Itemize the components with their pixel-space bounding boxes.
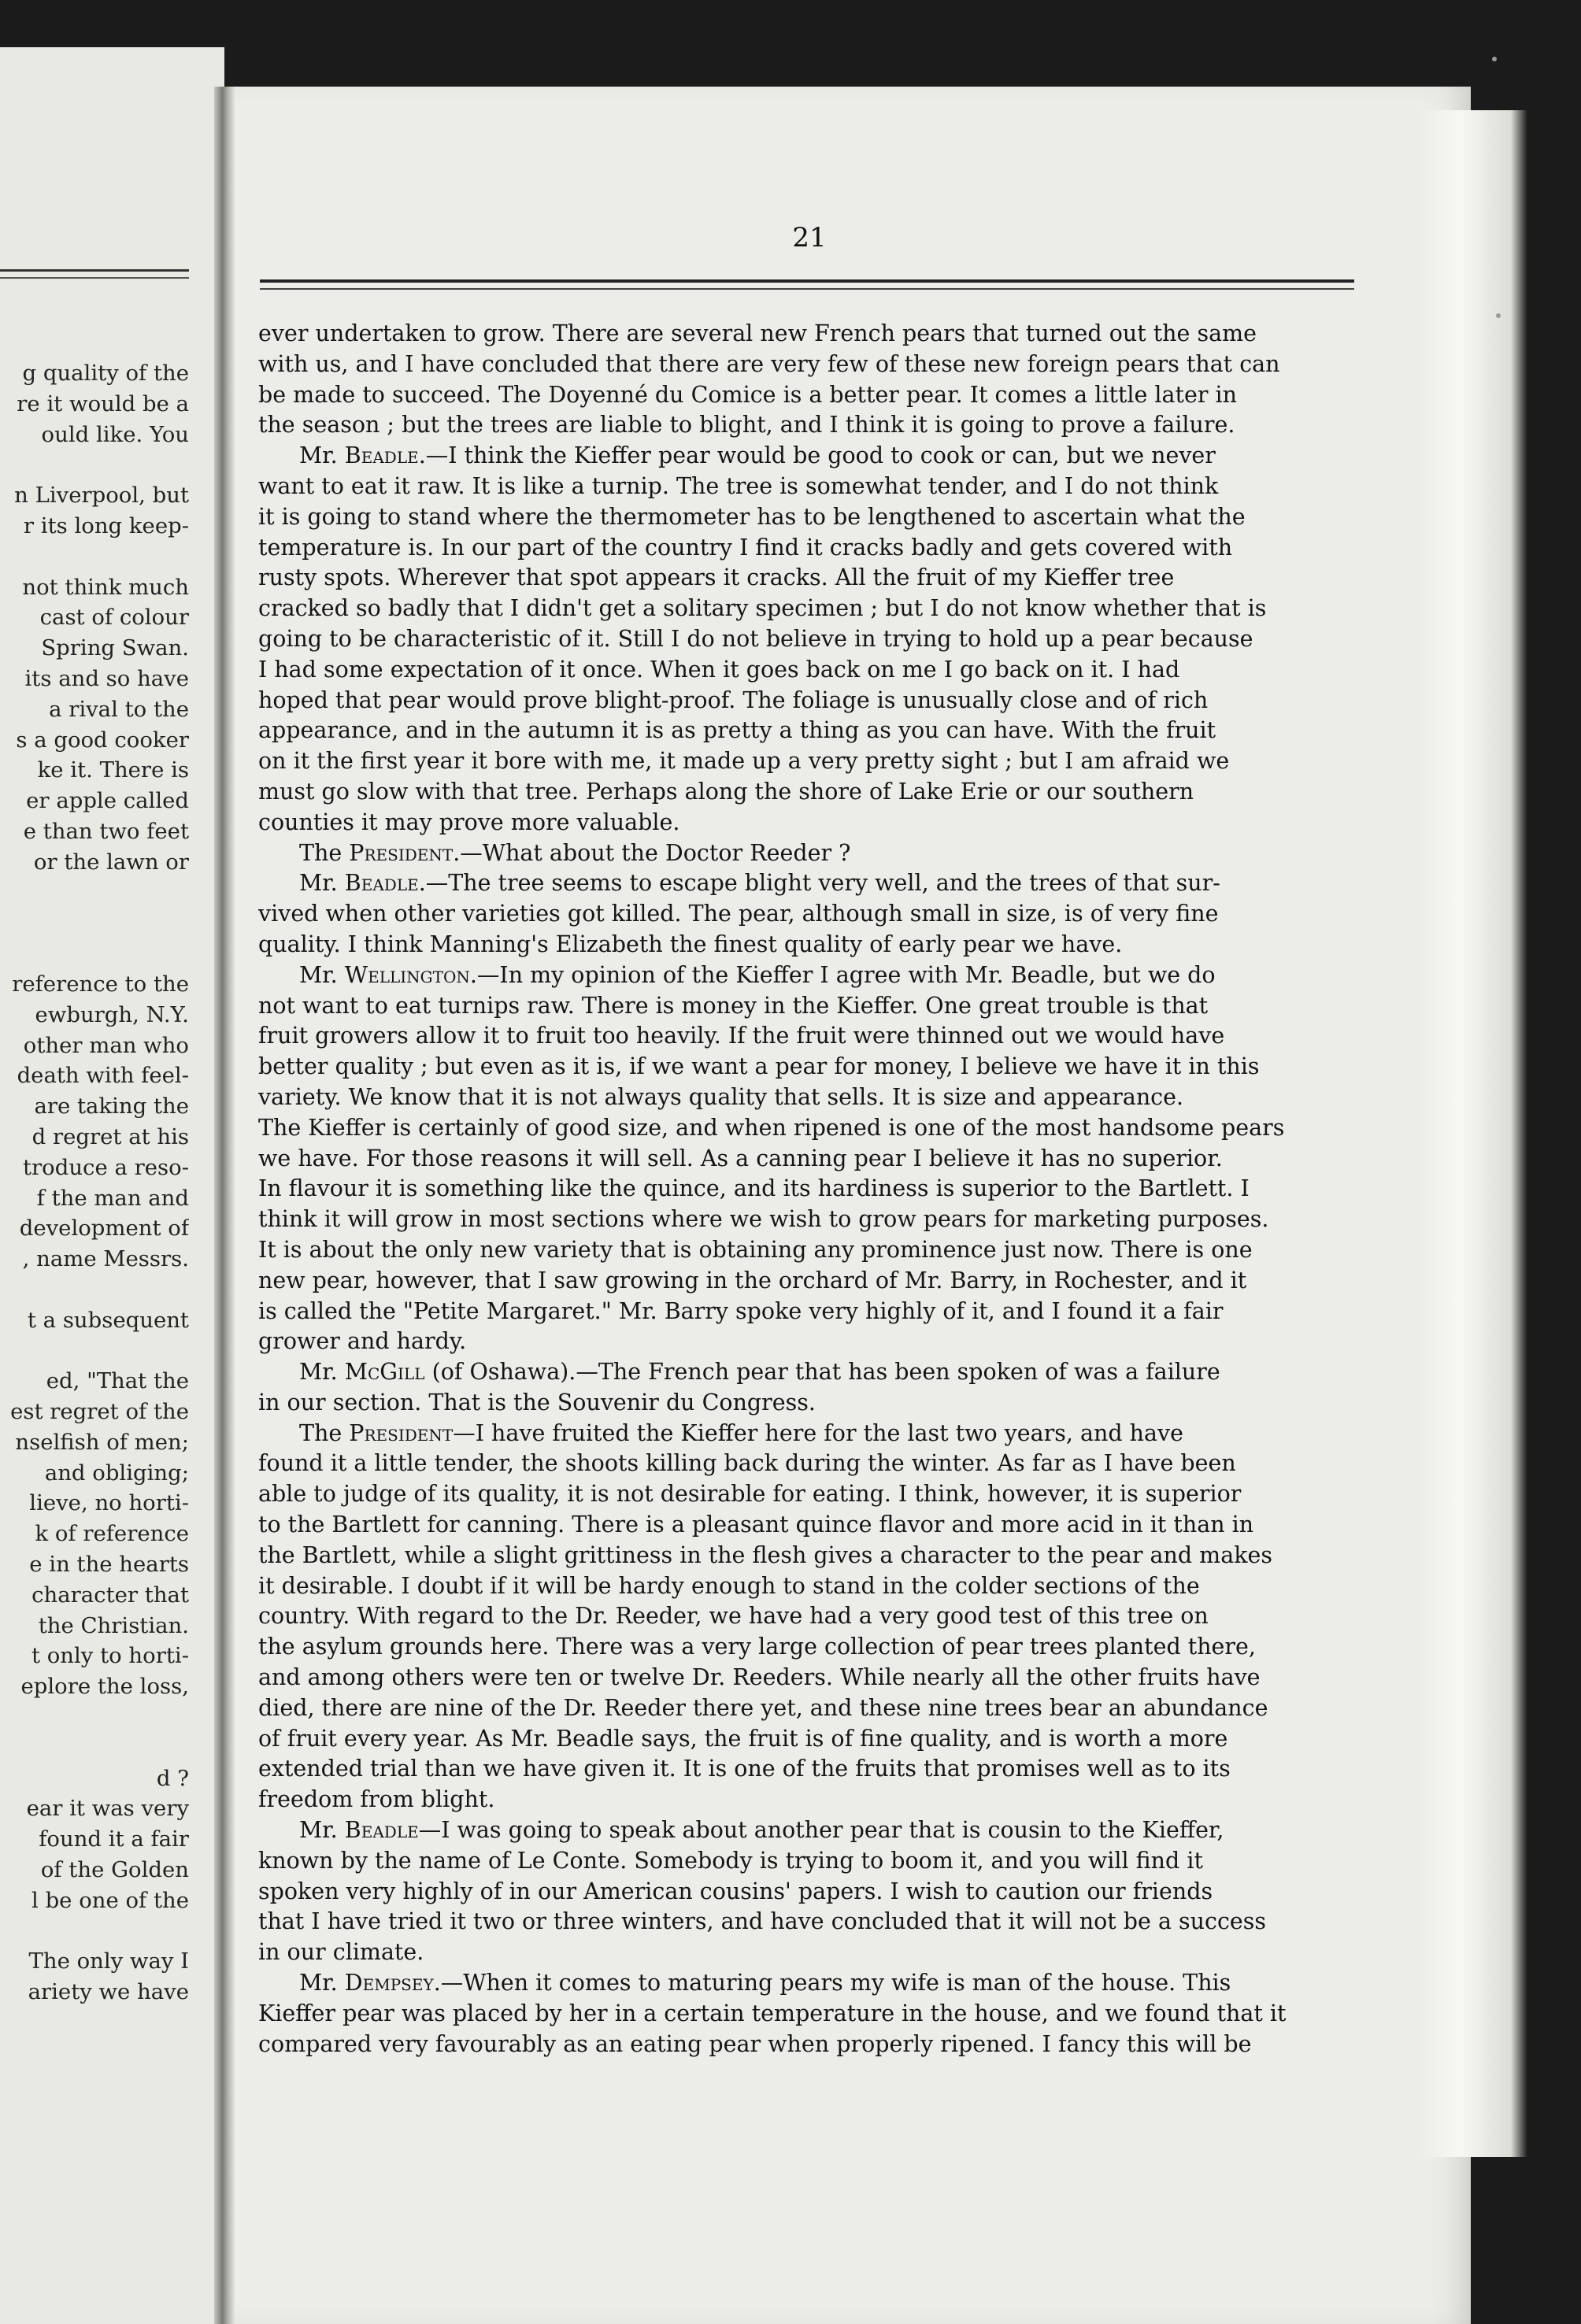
left-text-line: found it a fair <box>39 1826 189 1852</box>
text-line: found it a little tender, the shoots killing back during the winter. As far as I have been <box>258 1450 1236 1477</box>
text-line: hoped that pear would prove blight-proof. The foliage is unusually close and of rich <box>258 686 1209 713</box>
text-line: in our section. That is the Souvenir du Congress. <box>258 1389 816 1415</box>
line-gap <box>0 1336 189 1367</box>
left-text-line: g quality of the <box>22 361 189 386</box>
text-line: with us, and I have concluded that there are very few of these new foreign pears that can <box>258 350 1280 377</box>
scan-speck <box>1492 57 1497 61</box>
text-line: the Bartlett, while a slight grittiness in the flesh gives a character to the pear and makes <box>258 1541 1272 1568</box>
text-line: compared very favourably as an eating pear when properly ripened. I fancy this will be <box>258 2030 1252 2057</box>
text-line: want to eat it raw. It is like a turnip. The tree is somewhat tender, and I do not think <box>258 472 1219 499</box>
text-line: It is about the only new variety that is obtaining any prominence just now. There is one <box>258 1236 1253 1263</box>
left-text-line: death with feel- <box>17 1063 189 1089</box>
text-line: extended trial than we have given it. It is one of the fruits that promises well as to its <box>258 1756 1231 1782</box>
left-text-line: The only way I <box>28 1948 189 1974</box>
text-line: The President.—What about the Doctor Reeder ? <box>299 839 851 866</box>
left-text-line: its and so have <box>24 665 189 691</box>
text-line: better quality ; but even as it is, if we want a pear for money, I believe we have it in this <box>258 1053 1260 1080</box>
line-gap <box>0 878 189 909</box>
left-text-line: a rival to the <box>49 696 189 722</box>
left-text-line: ear it was very <box>26 1796 189 1822</box>
text-line: that I have tried it two or three winters, and have concluded that it will not be a success <box>258 1908 1267 1935</box>
book-gutter <box>214 87 235 2324</box>
left-text-line: t only to horti- <box>31 1643 189 1669</box>
text-line: died, there are nine of the Dr. Reeder there yet, and these nine trees bear an abundance <box>258 1694 1268 1721</box>
text-line: it is going to stand where the thermometer has to be lengthened to ascertain what the <box>258 503 1246 530</box>
text-line: variety. We know that it is not always quality that sells. It is size and appearance. <box>258 1083 1184 1110</box>
left-text-line: or the lawn or <box>33 849 189 875</box>
text-line: cracked so badly that I didn't get a solitary specimen ; but I do not know whether that is <box>258 595 1267 622</box>
left-text-line: the Christian. <box>38 1612 189 1638</box>
line-gap <box>0 908 189 938</box>
text-line: counties it may prove more valuable. <box>258 809 680 835</box>
left-text-line: r its long keep- <box>23 513 189 538</box>
line-gap <box>0 1733 189 1763</box>
text-line: In flavour it is something like the quince, and its hardiness is superior to the Bartlett. I <box>258 1175 1250 1202</box>
text-line: country. With regard to the Dr. Reeder, we have had a very good test of this tree on <box>258 1603 1209 1630</box>
left-text-line: ariety we have <box>28 1979 189 2005</box>
text-line: to the Bartlett for canning. There is a pleasant quince flavor and more acid in it than in <box>258 1512 1254 1538</box>
text-line: fruit growers allow it to fruit too heavily. If the fruit were thinned out we would have <box>258 1023 1225 1049</box>
left-text-line: d ? <box>156 1765 189 1791</box>
left-text-line: t a subsequent <box>27 1307 189 1333</box>
text-line: The Kieffer is certainly of good size, and when ripened is one of the most handsome pears <box>258 1114 1285 1141</box>
text-line: Kieffer pear was placed by her in a certain temperature in the house, and we found that it <box>258 2000 1287 2026</box>
text-line: vived when other varieties got killed. The pear, although small in size, is of very fine <box>258 901 1219 927</box>
text-line: the asylum grounds here. There was a very large collection of pear trees planted there, <box>258 1634 1256 1660</box>
text-line: rusty spots. Wherever that spot appears it cracks. All the fruit of my Kieffer tree <box>258 564 1175 591</box>
text-line: grower and hardy. <box>258 1328 467 1355</box>
text-line: it desirable. I doubt if it will be hardy enough to stand in the colder sections of the <box>258 1572 1200 1599</box>
left-text-line: nselfish of men; <box>15 1429 189 1455</box>
text-line: of fruit every year. As Mr. Beadle says, the fruit is of fine quality, and is worth a more <box>258 1725 1228 1752</box>
line-gap <box>0 1916 189 1947</box>
left-page <box>0 47 224 2324</box>
line-gap <box>0 1275 189 1305</box>
left-text-line: ke it. There is <box>37 757 189 783</box>
left-header-rule-thin <box>0 277 189 279</box>
text-line: think it will grow in most sections where we wish to grow pears for marketing purposes. <box>258 1206 1269 1233</box>
left-text-line: l be one of the <box>31 1887 189 1913</box>
text-line: known by the name of Le Conte. Somebody is trying to boom it, and you will find it <box>258 1847 1203 1874</box>
text-line: Mr. Beadle.—I think the Kieffer pear would be good to cook or can, but we never <box>299 442 1216 469</box>
left-text-line: , name Messrs. <box>22 1246 189 1272</box>
left-text-line: ed, "That the <box>46 1368 189 1394</box>
scan-speck <box>1496 313 1501 318</box>
text-line: quality. I think Manning's Elizabeth the finest quality of early pear we have. <box>258 931 1123 957</box>
page-curl-edge <box>1417 110 1527 2157</box>
text-line: and among others were ten or twelve Dr. Reeders. While nearly all the other fruits have <box>258 1664 1261 1691</box>
left-text-line: and obliging; <box>44 1460 189 1486</box>
left-text-line: ewburgh, N.Y. <box>35 1001 189 1027</box>
text-line: Mr. Wellington.—In my opinion of the Kieffer I agree with Mr. Beadle, but we do <box>299 961 1216 988</box>
left-text-line: character that <box>31 1582 189 1608</box>
text-line: is called the "Petite Margaret." Mr. Barry spoke very highly of it, and I found it a fair <box>258 1297 1224 1324</box>
text-line: ever undertaken to grow. There are several new French pears that turned out the same <box>258 320 1257 346</box>
text-line: in our climate. <box>258 1939 424 1966</box>
line-gap <box>0 1702 189 1733</box>
left-header-rule <box>0 269 189 272</box>
left-text-line: n Liverpool, but <box>14 483 189 509</box>
left-text-line: e in the hearts <box>29 1552 189 1578</box>
text-line: I had some expectation of it once. When it goes back on me I go back on it. I had <box>258 656 1180 683</box>
line-gap <box>0 938 189 969</box>
left-text-line: Spring Swan. <box>41 635 189 661</box>
text-line: not want to eat turnips raw. There is money in the Kieffer. One great trouble is that <box>258 992 1209 1019</box>
text-line: be made to succeed. The Doyenné du Comice is a better pear. It comes a little later in <box>258 381 1237 408</box>
text-line: The President—I have fruited the Kieffer here for the last two years, and have <box>299 1419 1183 1446</box>
text-line: the season ; but the trees are liable to blight, and I think it is going to prove a failure. <box>258 412 1235 439</box>
text-line: appearance, and in the autumn it is as pretty a thing as you can have. With the fruit <box>258 717 1216 744</box>
text-line: we have. For those reasons it will sell. As a canning pear I believe it has no superior. <box>258 1145 1223 1171</box>
left-text-line: cast of colour <box>39 605 189 631</box>
left-text-line: reference to the <box>12 971 189 997</box>
left-text-line: er apple called <box>26 788 189 814</box>
page-number: 21 <box>792 222 827 253</box>
line-gap <box>0 450 189 480</box>
text-line: Mr. Beadle.—The tree seems to escape blight very well, and the trees of that sur- <box>299 870 1220 897</box>
left-text-line: lieve, no horti- <box>29 1490 189 1516</box>
left-text-line: of the Golden <box>40 1857 189 1883</box>
left-text-line: d regret at his <box>31 1123 189 1149</box>
left-text-line: est regret of the <box>10 1399 189 1425</box>
text-line: Mr. Dempsey.—When it comes to maturing pears my wife is man of the house. This <box>299 1970 1231 1996</box>
left-text-line: other man who <box>23 1032 189 1058</box>
left-text-line: re it would be a <box>17 390 189 416</box>
text-line: on it the first year it bore with me, it made up a very pretty sight ; but I am afraid we <box>258 748 1230 775</box>
text-line: new pear, however, that I saw growing in the orchard of Mr. Barry, in Rochester, and it <box>258 1267 1247 1293</box>
text-line: spoken very highly of in our American cousins' papers. I wish to caution our friends <box>258 1878 1213 1904</box>
left-text-line: k of reference <box>35 1521 189 1547</box>
text-line: Mr. Beadle—I was going to speak about another pear that is cousin to the Kieffer, <box>299 1817 1224 1844</box>
left-text-line: eplore the loss, <box>20 1674 189 1700</box>
left-text-line: ould like. You <box>41 421 189 447</box>
text-line: Mr. McGill (of Oshawa).—The French pear that has been spoken of was a failure <box>299 1359 1220 1386</box>
left-text-line: are taking the <box>34 1094 189 1119</box>
left-text-line: troduce a reso- <box>22 1154 189 1180</box>
left-text-line: not think much <box>22 574 189 600</box>
left-text-line: f the man and <box>36 1185 189 1211</box>
left-page-text <box>0 358 189 2008</box>
text-line: temperature is. In our part of the country I find it cracks badly and gets covered with <box>258 534 1233 561</box>
header-rule-thick <box>260 279 1354 283</box>
body-text <box>258 319 1353 2059</box>
text-line: going to be characteristic of it. Still I do not believe in trying to hold up a pear because <box>258 625 1253 652</box>
left-text-line: development of <box>19 1216 189 1242</box>
left-text-line: e than two feet <box>23 818 189 844</box>
header-rule-thin <box>260 288 1354 290</box>
left-text-line: s a good cooker <box>16 727 189 753</box>
text-line: able to judge of its quality, it is not desirable for eating. I think, however, it is superior <box>258 1481 1242 1508</box>
text-line: must go slow with that tree. Perhaps along the shore of Lake Erie or our southern <box>258 778 1194 805</box>
text-line: freedom from blight. <box>258 1786 495 1813</box>
line-gap <box>0 542 189 572</box>
